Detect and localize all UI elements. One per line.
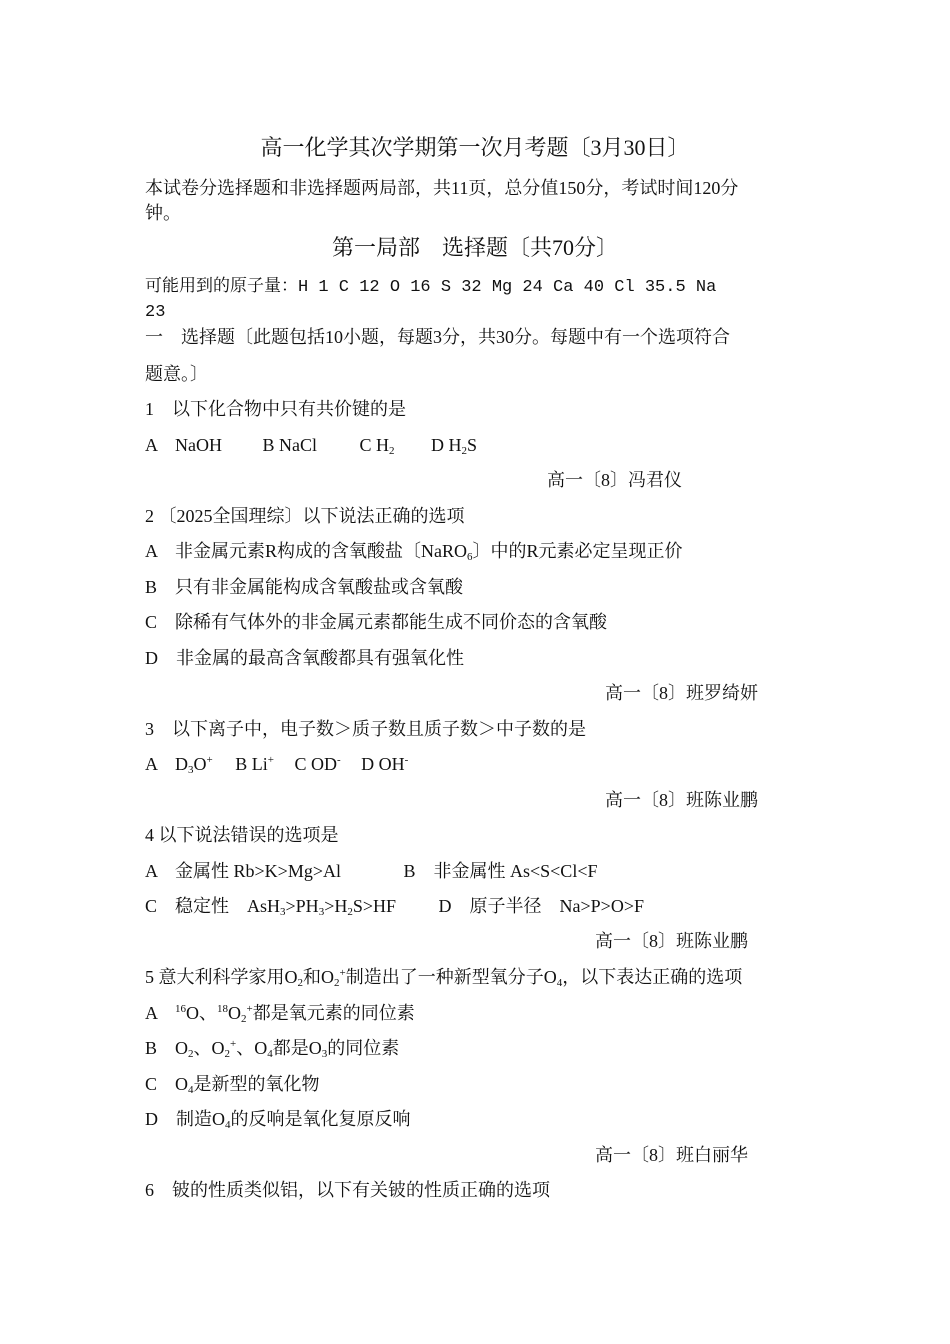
q5-option-c: C $O_4$是新型的氧化物 — [145, 1074, 320, 1096]
q3-option-d: D OH- — [361, 754, 409, 774]
q2-author: 高一〔8〕班罗绮妍 — [605, 683, 758, 703]
q6-stem: 6 铍的性质类似铝，以下有关铍的性质正确的选项 — [145, 1180, 550, 1200]
q3-option-b: B Li+ — [235, 754, 274, 774]
q1-author: 高一〔8〕冯君仪 — [547, 470, 682, 490]
q3-author: 高一〔8〕班陈业鹏 — [605, 790, 758, 810]
q2-option-b: B 只有非金属能构成含氧酸盐或含氧酸 — [145, 577, 464, 597]
atomic-masses-line-2: 23 — [145, 303, 166, 322]
q4-option-c: C 稳定性 $AsH_3>PH_3>H_2S>HF$ — [145, 896, 397, 918]
intro-line-1: 本试卷分选择题和非选择题两局部，共11页，总分值150分，考试时间120分 — [145, 178, 739, 198]
q4-stem: 4 以下说法错误的选项是 — [145, 825, 339, 845]
q3-options — [145, 753, 408, 775]
q2-option-a: A 非金属元素R构成的含氧酸盐〔NaRO$_6$〕中的R元素必定呈现正价 — [145, 541, 683, 563]
q4-option-d: D 原子半径 Na>P>O>F — [438, 896, 644, 916]
q4-option-a: A 金属性 Rb>K>Mg>Al — [145, 861, 341, 881]
q1-option-b: B NaCl — [262, 435, 318, 455]
atomic-masses-line-1: 可能用到的原子量：H 1 C 12 O 16 S 32 Mg 24 Ca 40 Cl 35.5 Na — [145, 278, 717, 297]
q5-stem: 5 意大利科学家用$O_2$和$O_2^+$制造出了一种新型氧分子$O_4$，以下表达正确的选项 — [145, 967, 743, 989]
exam-title: 高一化学其次学期第一次月考题〔3月30日〕 — [260, 135, 690, 160]
q4-author: 高一〔8〕班陈业鹏 — [595, 931, 748, 951]
part-instruction-line-2: 题意。〕 — [145, 364, 208, 384]
part-instruction-line-1: 一 选择题〔此题包括10小题，每题3分，共30分。每题中有一个选项符合 — [145, 327, 730, 347]
q1-option-a: A NaOH — [145, 435, 222, 455]
q1-stem: 1 以下化合物中只有共价键的是 — [145, 399, 406, 419]
q5-author: 高一〔8〕班白丽华 — [595, 1145, 748, 1165]
q4-option-b: B 非金属性 As<S<Cl<F — [403, 861, 598, 881]
q1-options — [145, 434, 477, 456]
q5-option-d: D 制造$O_4$的反响是氧化复原反响 — [145, 1109, 411, 1131]
q1-option-d: D $H_2S$ — [431, 435, 478, 457]
q2-option-d: D 非金属的最高含氧酸都具有强氧化性 — [145, 648, 464, 668]
q4-options-ab — [145, 860, 597, 882]
q3-option-a: A $D_3O^+$ — [145, 754, 213, 776]
q3-stem: 3 以下离子中，电子数＞质子数且质子数＞中子数的是 — [145, 719, 586, 739]
q5-option-b: B $O_2$、$O_2^+$、$O_4$都是$O_3$的同位素 — [145, 1038, 400, 1060]
q2-stem: 2 〔2025全国理综〕以下说法正确的选项 — [145, 506, 465, 526]
q2-option-c: C 除稀有气体外的非金属元素都能生成不同价态的含氧酸 — [145, 612, 608, 632]
intro-line-2: 钟。 — [145, 203, 181, 223]
q4-options-cd — [145, 895, 644, 917]
q3-option-c: C OD- — [294, 754, 341, 774]
q1-option-c: C $H_2$ — [359, 435, 395, 457]
section-title: 第一局部 选择题〔共70分〕 — [331, 235, 618, 260]
q5-option-a: A $^{16}$O、$^{18}O_2^+$都是氧元素的同位素 — [145, 1003, 415, 1025]
